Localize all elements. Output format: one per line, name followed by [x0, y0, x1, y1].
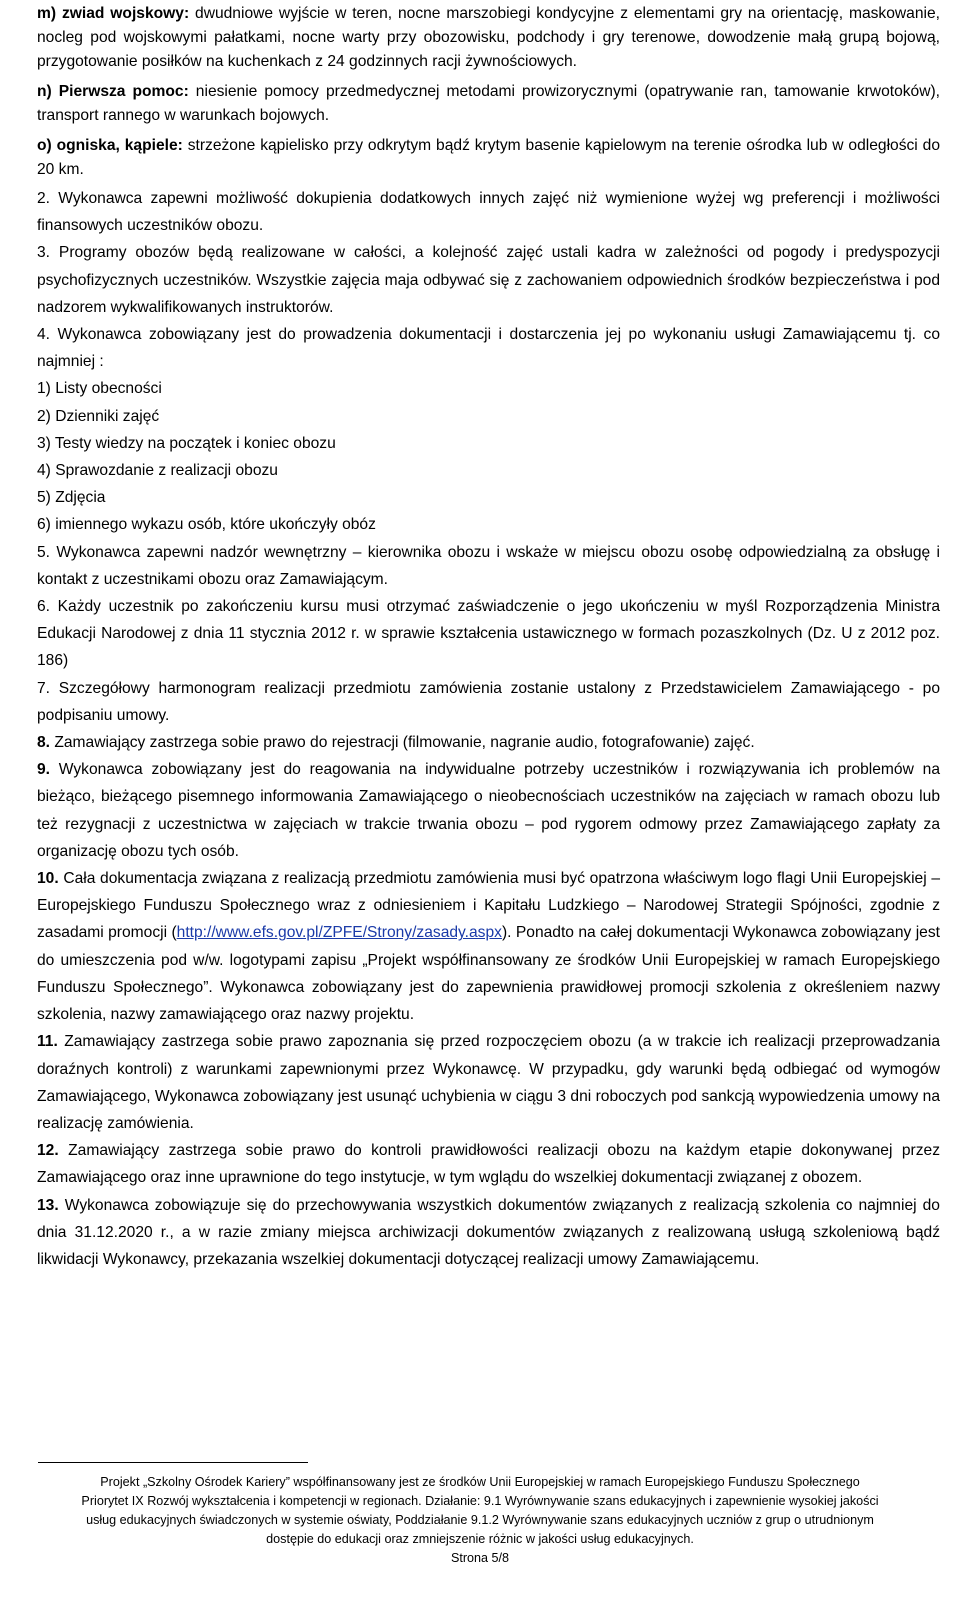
paragraph-10-number: 10.	[37, 870, 59, 888]
paragraph-5: 5. Wykonawca zapewni nadzór wewnętrzny – kierownika obozu i wskaże w miejscu obozu osobę odpowiedzialną za obsługę i kontakt z uczestnikami obozu oraz Zamawiającym.	[37, 543, 940, 588]
paragraph-11-number: 11.	[37, 1033, 58, 1051]
paragraph-2: 2. Wykonawca zapewni możliwość dokupienia dodatkowych innych zajęć niż wymienione wyżej wg preferencji i możliwości finansowych uczestników obozu.	[37, 190, 940, 235]
paragraph-13	[37, 1192, 940, 1274]
paragraph-10	[37, 865, 940, 1028]
paragraph-8-number: 8.	[37, 734, 51, 752]
footer-line: dostępie do edukacji oraz zmniejszenie różnic w jakości usług edukacyjnych.	[266, 1532, 694, 1546]
paragraph-9-number: 9.	[37, 761, 51, 779]
paragraph-7: 7. Szczegółowy harmonogram realizacji przedmiotu zamówienia zostanie ustalony z Przedstawicielem Zamawiającego - po podpisaniu umowy.	[37, 679, 940, 724]
efs-promotion-link[interactable]: http://www.efs.gov.pl/ZPFE/Strony/zasady.aspx	[176, 924, 502, 942]
paragraph-9-text: Wykonawca zobowiązany jest do reagowania na indywidualne potrzeby uczestników i rozwiązywania ich problemów na bieżąco, bieżącego pisemnego informowania Zamawiającego o nieobecnościach uczestników na zajęciach w ramach obozu lub też rezygnacji z uczestnictwa w zajęciach w trakcie trwania obozu – pod rygorem odmowy przez Zamawiającego zapłaty za organizację obozu tych osób.	[37, 761, 940, 860]
list-item: 2) Dzienniki zajęć	[37, 407, 160, 425]
paragraph-10-text-before: Cała dokumentacja związana z realizacją przedmiotu zamówienia musi być opatrzona właściwym logo flagi Unii Europejskiej – Europejskiego Funduszu Społecznego wraz z odniesieniem i Kapitału Ludzkiego – Narodowej Strategii Spójności, zgodnie z zasadami promocji (	[37, 870, 940, 942]
list-item: 3) Testy wiedzy na początek i koniec obozu	[37, 434, 336, 452]
item-o-label: o) ogniska, kąpiele:	[37, 137, 183, 154]
footer-divider	[38, 1462, 308, 1463]
item-m-label: m) zwiad wojskowy:	[37, 5, 190, 22]
item-n-label: n) Pierwsza pomoc:	[37, 83, 189, 100]
paragraph-12-number: 12.	[37, 1142, 59, 1160]
paragraph-10-text-after: ). Ponadto na całej dokumentacji Wykonawca zobowiązany jest do umieszczenia pod w/w. logotypami zapisu „Projekt współfinansowany ze środków Unii Europejskiej w ramach Europejskiego Funduszu Społecznego”. Wykonawca zobowiązany jest do zapewnienia prawidłowej promocji szkolenia z określeniem nazwy szkolenia, nazwy zamawiającego oraz nazwy projektu.	[37, 924, 940, 1024]
paragraph-9	[37, 756, 940, 865]
footer-line: Projekt „Szkolny Ośrodek Kariery” współfinansowany jest ze środków Unii Europejskiej w ramach Europejskiego Funduszu Społecznego	[100, 1475, 860, 1489]
footer-line: Priorytet IX Rozwój wykształcenia i kompetencji w regionach. Działanie: 9.1 Wyrównywanie szans edukacyjnych i zapewnienie wysokiej jakości	[81, 1494, 879, 1508]
paragraph-8	[37, 729, 940, 756]
list-item: 6) imiennego wykazu osób, które ukończyły obóz	[37, 516, 376, 534]
page-footer	[30, 1473, 930, 1568]
paragraph-4: 4. Wykonawca zobowiązany jest do prowadzenia dokumentacji i dostarczenia jej po wykonaniu usługi Zamawiającemu tj. co najmniej :	[37, 326, 940, 371]
paragraph-8-text: Zamawiający zastrzega sobie prawo do rejestracji (filmowanie, nagranie audio, fotografowanie) zajęć.	[50, 734, 755, 752]
paragraph-13-number: 13.	[37, 1196, 59, 1214]
paragraph-11	[37, 1028, 940, 1137]
paragraph-3: 3. Programy obozów będą realizowane w całości, a kolejność zajęć ustali kadra w zależności od pogody i predyspozycji psychofizycznych uczestników. Wszystkie zajęcia maja odbywać się z zachowaniem odpowiednich środków bezpieczeństwa i pod nadzorem wykwalifikowanych instruktorów.	[37, 244, 940, 316]
item-o	[37, 134, 940, 182]
paragraph-6: 6. Każdy uczestnik po zakończeniu kursu musi otrzymać zaświadczenie o jego ukończeniu w myśl Rozporządzenia Ministra Edukacji Narodowej z dnia 11 stycznia 2012 r. w sprawie kształcenia ustawicznego w formach pozaszkolnych (Dz. U z 2012 poz. 186)	[37, 598, 940, 670]
paragraph-13-text: Wykonawca zobowiązuje się do przechowywania wszystkich dokumentów związanych z realizacją szkolenia co najmniej do dnia 31.12.2020 r., a w razie zmiany miejsca archiwizacji dokumentów związanych z realizowaną usługą szkoleniową bądź likwidacji Wykonawcy, przekazania wszelkiej dokumentacji dotyczącej realizacji umowy Zamawiającemu.	[37, 1196, 940, 1268]
list-item: 1) Listy obecności	[37, 380, 162, 398]
paragraph-11-text: Zamawiający zastrzega sobie prawo zapoznania się przed rozpoczęciem obozu (a w trakcie ich realizacji przeprowadzania doraźnych kontroli) z warunkami zapewnionymi przez Wykonawcę. W przypadku, gdy warunki będą odbiegać od wymogów Zamawiającego, Wykonawca zobowiązany jest usunąć uchybienia w ciągu 3 dni roboczych pod sankcją wypowiedzenia umowy na realizację zamówienia.	[37, 1033, 940, 1132]
item-m-text: dwudniowe wyjście w teren, nocne marszobiegi kondycyjne z elementami gry na orientację, maskowanie, nocleg pod wojskowymi pałatkami, nocne warty przy obozowisku, podchody i gry terenowe, dowodzenie małą grupą bojową, przygotowanie posiłków na kuchenkach z 24 godzinnych racji żywnościowych.	[37, 5, 940, 70]
item-n	[37, 80, 940, 128]
page-number: Strona 5/8	[450, 1551, 510, 1565]
item-n-text: niesienie pomocy przedmedycznej metodami prowizorycznymi (opatrywanie ran, tamowanie krwotoków), transport rannego w warunkach bojowych.	[37, 83, 941, 124]
document-body	[37, 0, 940, 1273]
item-o-text: strzeżone kąpielisko przy odkrytym bądź krytym basenie kąpielowym na terenie ośrodka lub w odległości do 20 km.	[37, 137, 940, 178]
list-item: 4) Sprawozdanie z realizacji obozu	[37, 462, 278, 480]
footer-line: usług edukacyjnych świadczonych w systemie oświaty, Poddziałanie 9.1.2 Wyrównywanie szans edukacyjnych uczniów z grup o utrudnionym	[86, 1513, 874, 1527]
paragraph-12-text: Zamawiający zastrzega sobie prawo do kontroli prawidłowości realizacji obozu na każdym etapie dokonywanej przez Zamawiającego oraz inne uprawnione do tego instytucje, w tym wglądu do wszelkiej dokumentacji związanej z obozem.	[37, 1142, 940, 1187]
item-m	[37, 2, 940, 74]
paragraph-12	[37, 1137, 940, 1191]
list-item: 5) Zdjęcia	[37, 489, 106, 507]
